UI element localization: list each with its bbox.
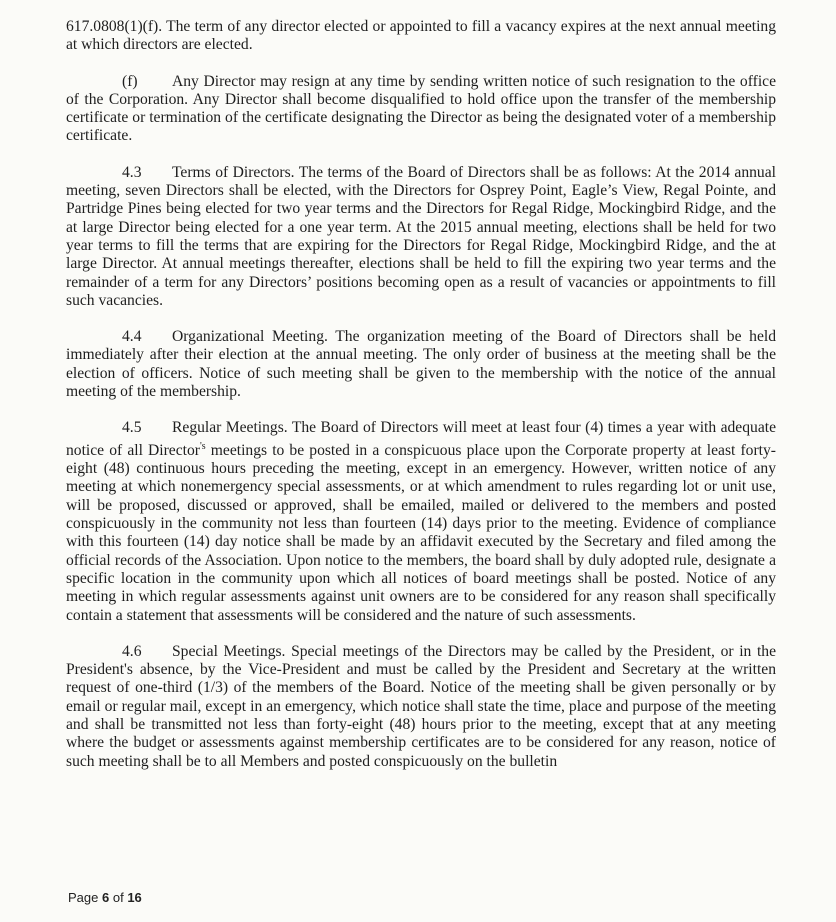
- paragraph-f-text: Any Director may resign at any time by sending written notice of such resignation to the office of the Corporation. Any Director shall become disqualified to hold office upon the transfer of the membership certificate or termination of the certificate designating the Director as being the designated voter of a membership certificate.: [66, 72, 776, 145]
- section-4-6: [66, 643, 776, 771]
- section-4-3-number: 4.3: [122, 163, 142, 181]
- section-4-6-number: 4.6: [122, 642, 142, 660]
- section-4-5-text-a: Regular Meetings. The Board of Directors will meet at least four (4) times a year with adequate notice of all Director: [66, 419, 776, 459]
- section-4-4-text: Organizational Meeting. The organization meeting of the Board of Directors shall be held immediately after their election at the annual meeting. The only order of business at the meeting shall be the election of officers. Notice of such meeting shall be given to the membership with the notice of the annual meeting of the membership.: [66, 328, 776, 401]
- paragraph-f-label: (f): [122, 72, 138, 90]
- section-4-5-edit-mark: 's: [199, 440, 206, 452]
- intro-paragraph: 617.0808(1)(f). The term of any director elected or appointed to fill a vacancy expires at the next annual meeting at which directors are elected.: [66, 18, 776, 54]
- page-number: 6: [102, 890, 110, 905]
- section-4-5-number: 4.5: [122, 419, 142, 437]
- section-4-3: [66, 164, 776, 310]
- page-label: Page: [68, 890, 99, 905]
- section-4-5: [66, 419, 776, 624]
- section-4-3-text: Terms of Directors. The terms of the Board of Directors shall be as follows: At the 2014 annual meeting, seven Directors shall be elected, with the Directors for Osprey Point, Eagle’s View, Regal Pointe, and Partridge Pines being elected for two year terms and the Directors for Regal Ridge, Mockingbird Ridge, and the at large Director being elected for a one year term. At the 2015 annual meeting, elections shall be held for two year terms to fill the terms that are expiring for the Directors for Regal Ridge, Mockingbird Ridge, and the at large Director. At annual meetings thereafter, elections shall be held to fill the expiring two year terms and the remainder of a term for any Directors’ positions becoming open as a result of vacancies or appointments to fill such vacancies.: [66, 163, 776, 309]
- paragraph-f: [66, 73, 776, 146]
- section-4-6-text: Special Meetings. Special meetings of the Directors may be called by the President, or in the President's absence, by the Vice-President and must be called by the President and Secretary at the written request of one-third (1/3) of the members of the Board. Notice of the meeting shall be given personally or by email or regular mail, except in an emergency, which notice shall state the time, place and purpose of the meeting and shall be transmitted not less than forty-eight (48) hours prior to the meeting, except that at any meeting where the budget or assessments against membership certificates are to be considered for any reason, notice of such meeting shall be to all Members and posted conspicuously on the bulletin: [66, 642, 776, 770]
- document-body: [66, 18, 776, 771]
- section-4-4: [66, 328, 776, 401]
- page-footer: [68, 890, 142, 905]
- section-4-4-number: 4.4: [122, 328, 142, 346]
- of-label: of: [112, 890, 124, 905]
- page-total: 16: [127, 890, 142, 905]
- section-4-5-text-b: meetings to be posted in a conspicuous place upon the Corporate property at least forty-eight (48) continuous hours preceding the meeting, except in an emergency. However, written notice of any meeting at which nonemergency special assessments, or at which amendment to rules regarding lot or unit use, will be proposed, discussed or approved, shall be emailed, mailed or delivered to the members and posted conspicuously in the community not less than fourteen (14) days prior to the meeting. Evidence of compliance with this fourteen (14) day notice shall be made by an affidavit executed by the Secretary and filed among the official records of the Association. Upon notice to the members, the board shall by duly adopted rule, designate a specific location in the community upon which all notices of board meetings shall be posted. Notice of any meeting in which regular assessments against unit owners are to be considered for any reason shall specifically contain a statement that assessments will be considered and the nature of such assessments.: [66, 441, 776, 624]
